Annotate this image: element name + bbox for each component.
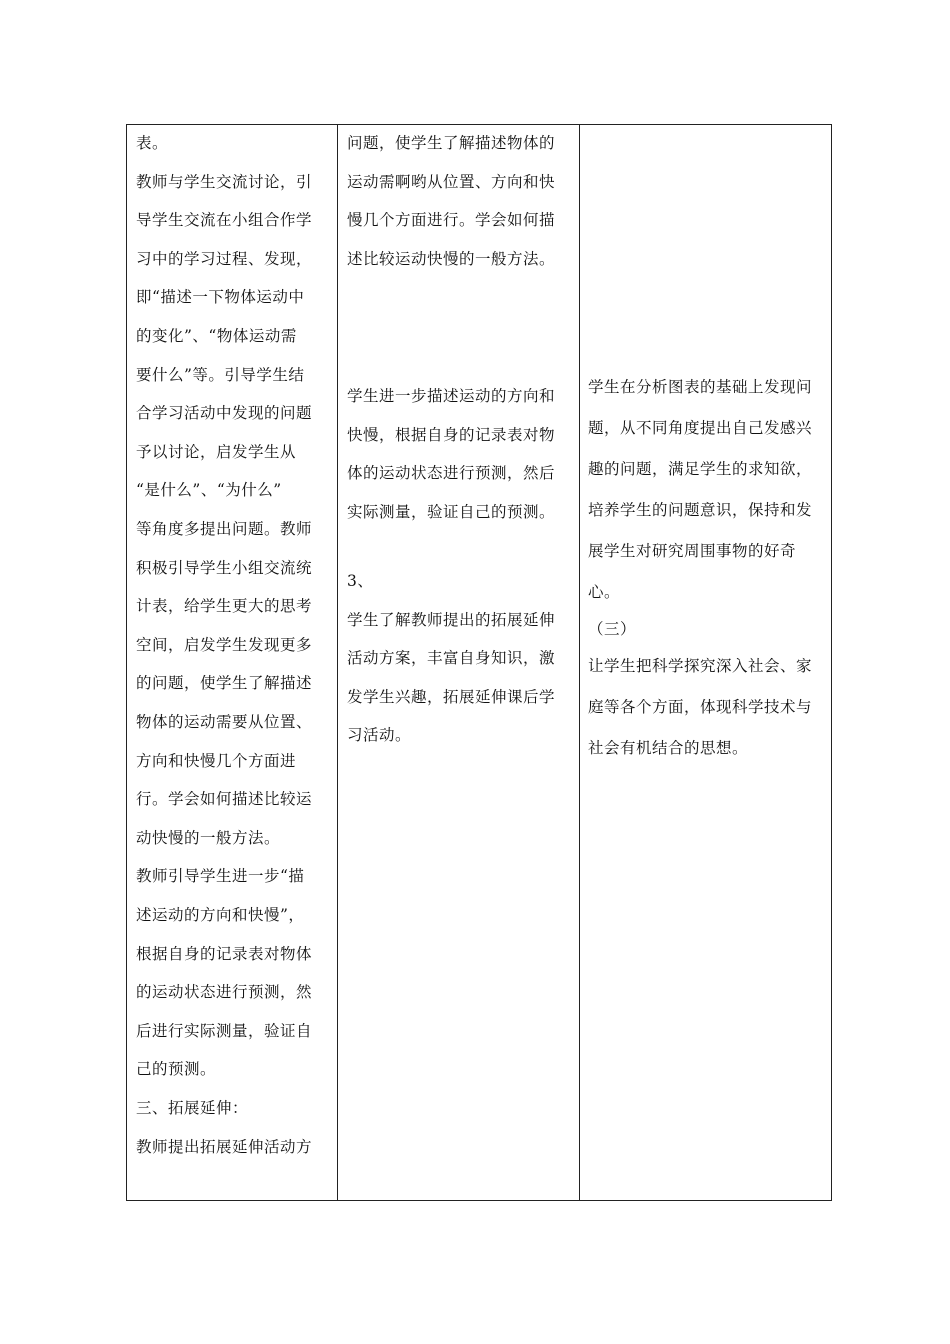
text-line: 趣的问题，满足学生的求知欲，	[588, 460, 813, 478]
section-heading: （三）	[588, 620, 637, 638]
text-line: 培养学生的问题意识，保持和发	[588, 501, 813, 519]
text-line: 述比较运动快慢的一般方法。	[347, 249, 556, 268]
text-line: 教师引导学生进一步“描	[136, 867, 305, 886]
teacher-activity-column	[127, 125, 338, 1200]
text-line: 述运动的方向和快慢”，	[136, 906, 305, 924]
text-line: 庭等各个方面，体现科学技术与	[588, 698, 813, 716]
text-line: 后进行实际测量，验证自	[136, 1021, 313, 1040]
text-line: 运动需啊哟从位置、方向和快	[347, 172, 556, 191]
text-line: 积极引导学生小组交流统	[136, 558, 313, 577]
text-line: 展学生对研究周围事物的好奇	[588, 542, 797, 560]
text-line: 即“描述一下物体运动中	[136, 288, 305, 307]
text-line: 方向和快慢几个方面进	[136, 751, 297, 770]
text-line: 动快慢的一般方法。	[136, 828, 281, 847]
text-line: 学生进一步描述运动的方向和	[347, 387, 556, 405]
text-line: 心。	[588, 583, 621, 601]
text-line: 快慢，根据自身的记录表对物	[347, 425, 556, 444]
text-line: 空间，启发学生发现更多	[136, 635, 313, 654]
text-line: 根据自身的记录表对物体	[136, 944, 313, 963]
text-line: 行。学会如何描述比较运	[136, 790, 313, 809]
text-line: 学生了解教师提出的拓展延伸	[347, 610, 556, 629]
text-line: 合学习活动中发现的问题	[136, 404, 313, 423]
design-intent-column	[580, 125, 831, 1200]
text-line: 问题，使学生了解描述物体的	[347, 134, 556, 152]
text-line: 习活动。	[347, 726, 412, 745]
text-line: 予以讨论，启发学生从	[136, 442, 297, 461]
text-line: 己的预测。	[136, 1060, 217, 1079]
text-line: 慢几个方面进行。学会如何描	[347, 211, 556, 230]
text-line: 教师与学生交流讨论，引	[136, 172, 313, 191]
text-line: 的变化”、“物体运动需	[136, 327, 297, 345]
text-line: 要什么”等。引导学生结	[136, 365, 305, 384]
text-line: 教师提出拓展延伸活动方	[136, 1137, 313, 1156]
text-line: 让学生把科学探究深入社会、家	[588, 657, 813, 675]
text-line: 物体的运动需要从位置、	[136, 713, 313, 731]
text-line: “是什么”、“为什么”	[136, 481, 282, 500]
section-heading: 三、拓展延伸：	[136, 1099, 249, 1117]
text-line: 习中的学习过程、发现，	[136, 249, 313, 268]
text-line: 的运动状态进行预测，然	[136, 983, 313, 1002]
text-line: 表。	[136, 134, 169, 152]
text-line: 学生在分析图表的基础上发现问	[588, 378, 813, 396]
text-line: 社会有机结合的思想。	[588, 739, 749, 757]
text-line: 题，从不同角度提出自己发感兴	[588, 419, 813, 437]
text-line: 等角度多提出问题。教师	[136, 520, 313, 538]
text-line: 实际测量，验证自己的预测。	[347, 502, 556, 521]
text-line: 体的运动状态进行预测，然后	[347, 464, 556, 483]
text-line: 的问题，使学生了解描述	[136, 674, 313, 693]
student-activity-column	[338, 125, 580, 1200]
text-line: 3、	[347, 572, 374, 590]
text-line: 计表，给学生更大的思考	[136, 597, 313, 616]
text-line: 导学生交流在小组合作学	[136, 211, 313, 230]
text-line: 发学生兴趣，拓展延伸课后学	[347, 687, 556, 706]
text-line: 活动方案，丰富自身知识，激	[347, 649, 556, 668]
lesson-plan-table	[126, 124, 832, 1201]
